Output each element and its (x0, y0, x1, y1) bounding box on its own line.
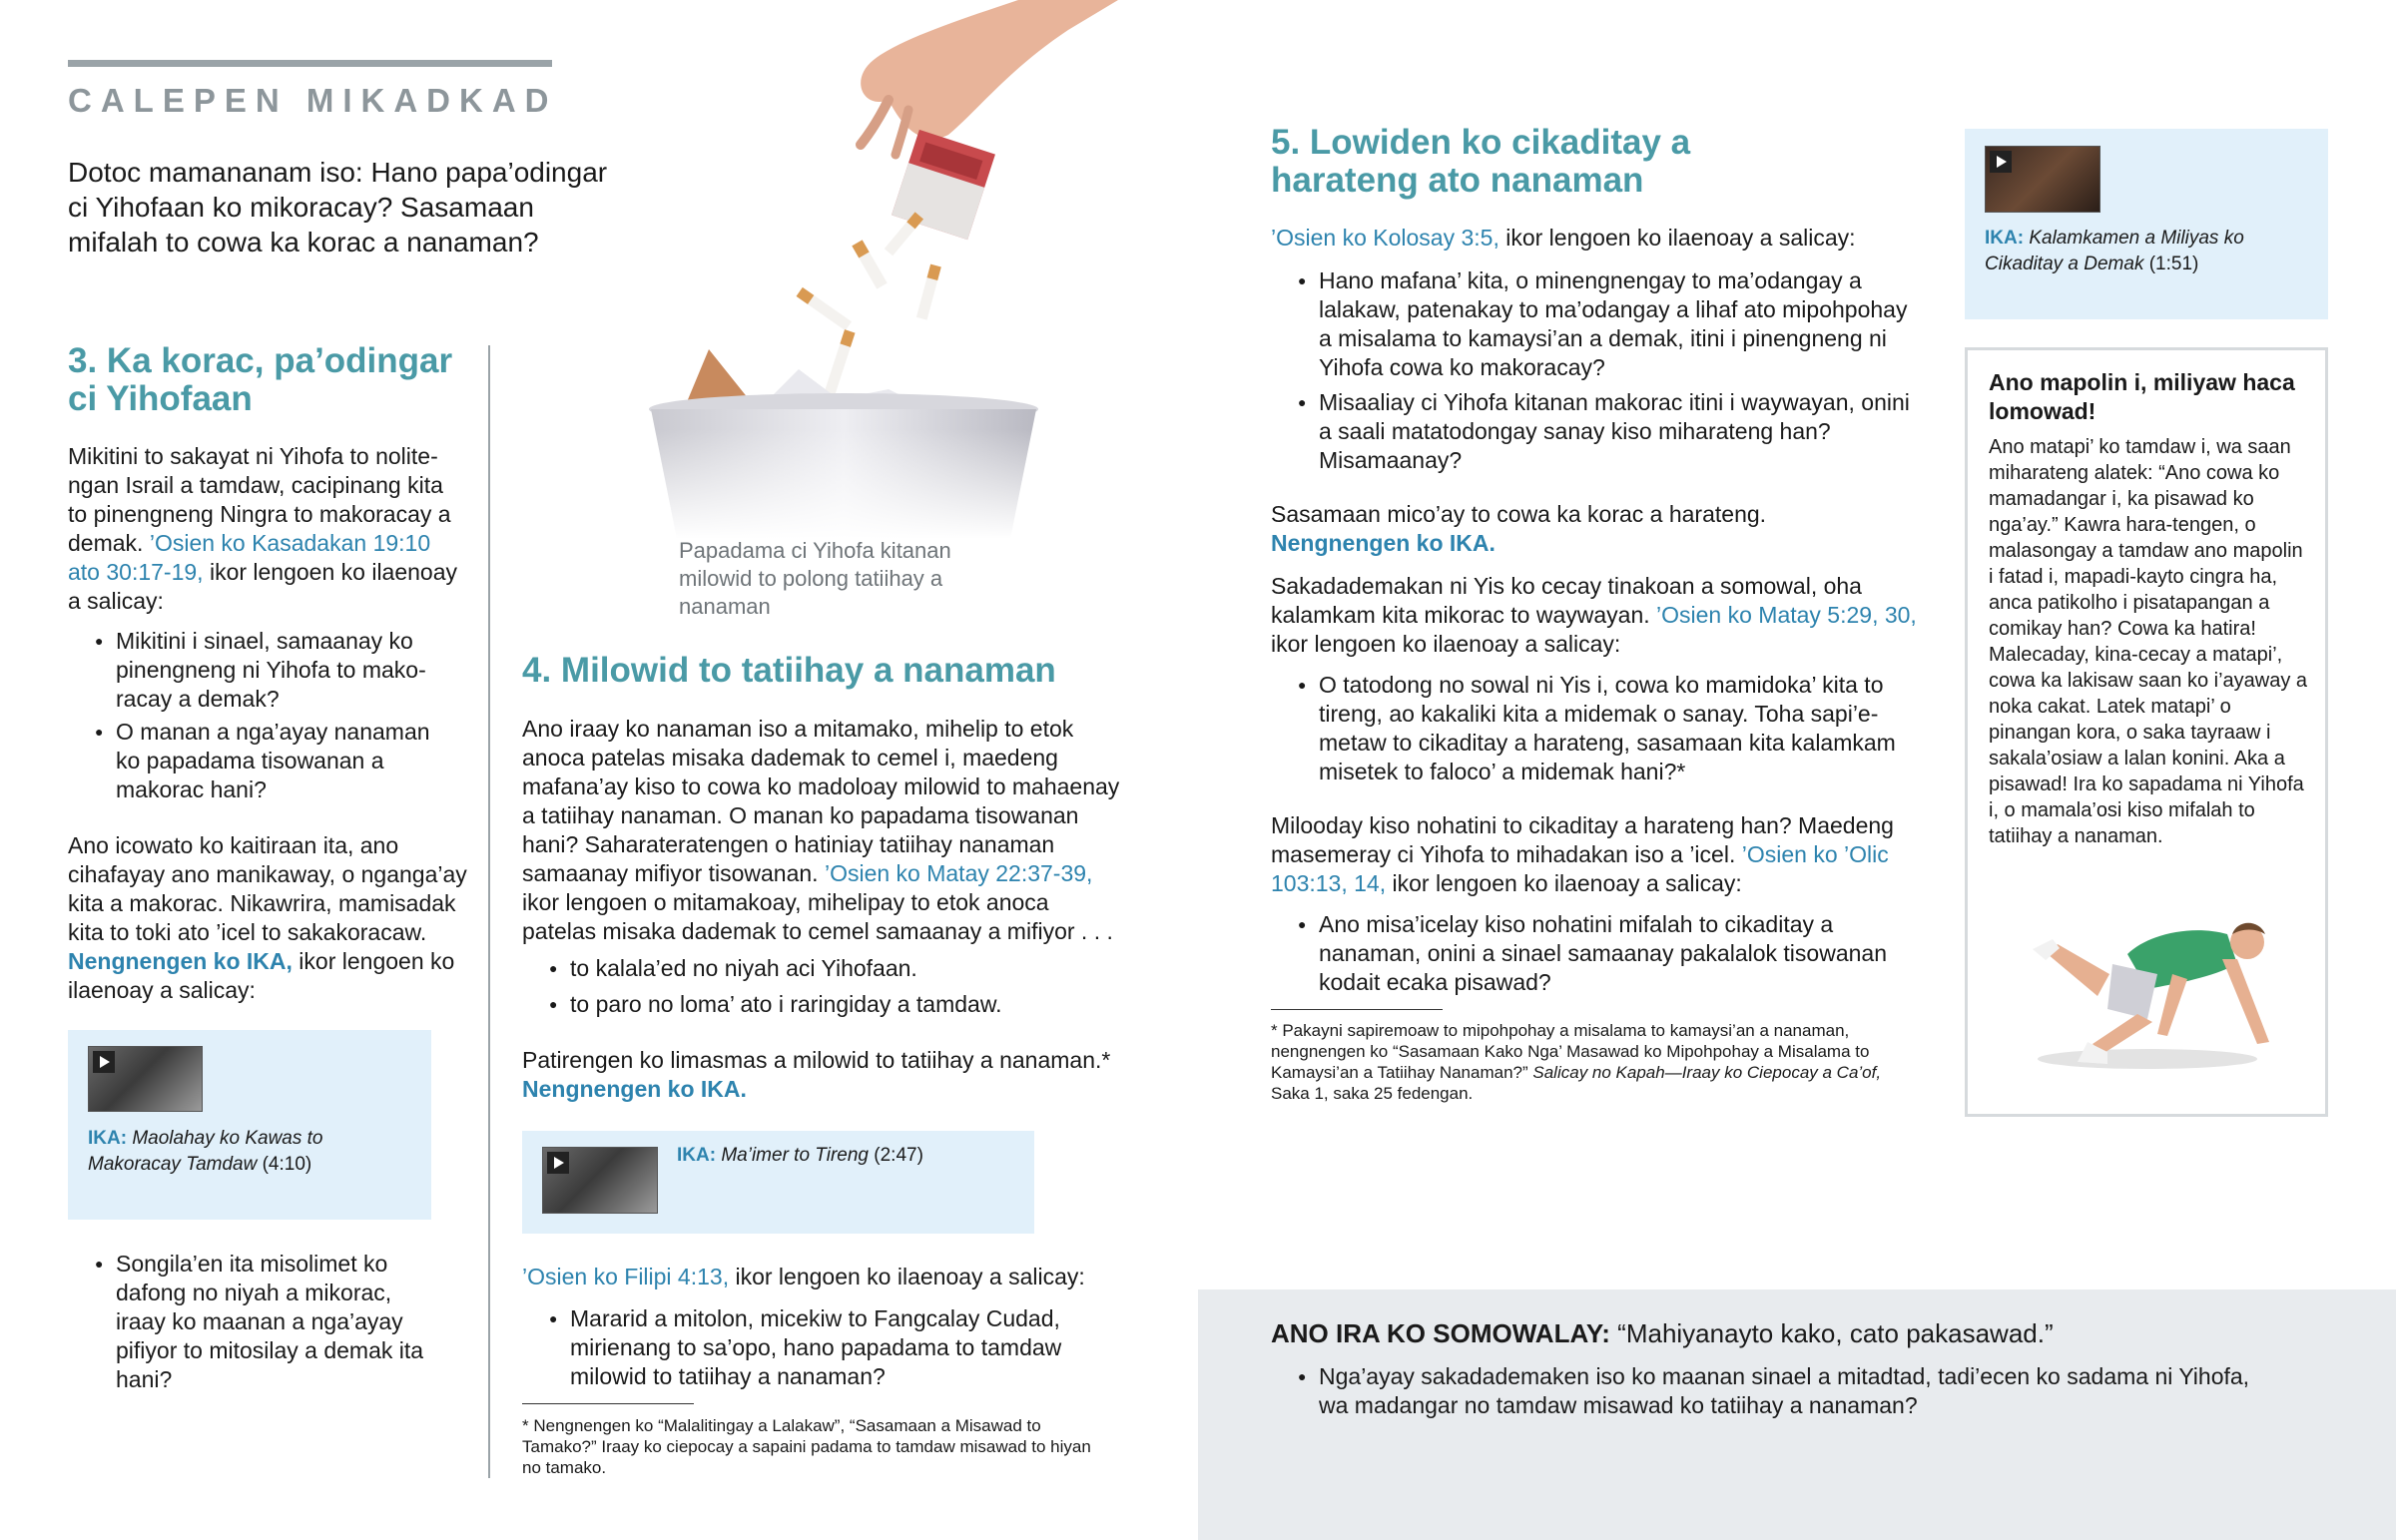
video-thumbnail[interactable] (1985, 146, 2100, 213)
illustration-trash-can (599, 0, 1118, 539)
scripture-link-filipi[interactable]: ’Osien ko Filipi 4:13, (522, 1264, 730, 1289)
review-heading: ANO IRA KO SOMOWALAY: “Mahiyanayto kako, cato pakasawad.” (1271, 1318, 2054, 1348)
video-link-ika[interactable]: Nengnengen ko IKA. (522, 1076, 747, 1102)
review-panel (1198, 1289, 2396, 1540)
list-item: ● Ano misa’icelay kiso nohatini mifalah to cikaditay a nanaman, onini a sinael samaanay pakalalok tisowanan kodait ecaka pisawad? (1271, 910, 1910, 997)
list-item: ● to kalala’ed no niyah aci Yihofaan. (522, 954, 1121, 983)
scripture-link-matay-22[interactable]: ’Osien ko Matay 22:37-39, (824, 860, 1093, 886)
scripture-link-olic[interactable]: ’Osien ko ’Olic 103:13, 14, (1271, 841, 1889, 896)
list-item: ● O manan a nga’ayay nanaman ko papadama tisowanan a makorac hani? (68, 718, 447, 804)
list-item: ● Songila’en ita misolimet ko dafong no niyah a mikorac, iraay ko maanan a nga’ayay pifiyor to mitosilay a demak ita hani? (68, 1250, 447, 1394)
video-caption: IKA: Kalamkamen a Miliyas ko Cikaditay a Demak (1:51) (1985, 228, 2244, 274)
section-5-title: 5. Lowiden ko cikaditay a harateng ato nanaman (1271, 123, 1691, 200)
section-5-paragraph-3: Sakadademakan ni Yis ko cecay tinakoan a somowal, oha kalamkam kita mikorac to waywayan. ’Osien ko Matay 5:29, 30, ikor lengoen ko ilaenoay a salicay: (1271, 573, 1917, 657)
video-caption: IKA: Ma’imer to Tireng (2:47) (677, 1145, 923, 1166)
section-3-bullets-2 (68, 1250, 447, 1394)
footnote-rule (522, 1403, 694, 1404)
section-3-paragraph-1: Mikitini to sakayat ni Yihofa to nolite-ngan Israil a tamdaw, cacipinang kita to pinengneng Ningra to makoracay a demak. ’Osien ko Kasadakan 19:10 ato 30:17-19, ikor lengoen ko ilaenoay a salicay: (68, 443, 458, 614)
footnote-rule (1271, 1009, 1443, 1010)
list-item: ● to paro no loma’ ato i raringiday a tamdaw. (522, 990, 1121, 1019)
scripture-link-matay-5[interactable]: ’Osien ko Matay 5:29, 30, (1656, 602, 1917, 628)
section-4-footnote: * Nengnengen ko “Malalitingay a Lalakaw”, “Sasamaan a Misawad to Tamako?” Iraay ko ciepocay a sapaini padama to tamdaw misawad to hiyan no tamako. (522, 1416, 1091, 1477)
list-item: ● Misaaliay ci Yihofa kitanan makorac itini i waywayan, onini a saali matatodongay sanay kiso miharateng han? Misamaanay? (1271, 388, 1920, 475)
section-4-paragraph-2: Patirengen ko limasmas a milowid to tatiihay a nanaman.* Nengnengen ko IKA. (522, 1047, 1111, 1102)
scripture-link-kolosay[interactable]: ’Osien ko Kolosay 3:5, (1271, 225, 1499, 251)
video-thumbnail[interactable] (88, 1046, 203, 1112)
section-4-title: 4. Milowid to tatiihay a nanaman (522, 651, 1056, 690)
section-3-title: 3. Ka korac, pa’odingar ci Yihofaan (68, 341, 453, 418)
scripture-link-kasadakan[interactable]: ’Osien ko Kasadakan 19:10 ato 30:17-19, (68, 530, 431, 585)
play-icon[interactable] (547, 1152, 569, 1174)
column-divider (488, 345, 490, 1478)
section-5-footnote: * Pakayni sapiremoaw to mipohpohay a misalama to kamaysi’an a nanaman, nengnengen ko “Sasamaan Kako Nga’ Masawad ko Mipohpohay a Misalama to Kamaysi’an a Tatiihay Nanaman?” Salicay no Kapah—Iraay ko Ciepocay a Ca’of, Saka 1, saka 25 fedengan. (1271, 1021, 1882, 1103)
section-4-bullets-2 (522, 1304, 1081, 1391)
video-card-section-3[interactable] (68, 1030, 431, 1220)
play-icon[interactable] (93, 1051, 115, 1073)
video-link-ika[interactable]: Nengnengen ko IKA, (68, 948, 293, 974)
section-5-paragraph-2: Sasamaan mico’ay to cowa ka korac a harateng. Nengnengen ko IKA. (1271, 501, 1767, 556)
header-rule (68, 60, 552, 67)
sidebar-box-text: Ano matapi’ ko tamdaw i, wa saan miharateng alatek: “Ano cowa ko mamadangar i, ka pisawad ko nga’ay.” Kawra hara-tengen, o malasongay a tamdaw ano mapolin i fatad i, mapadi-kayto cingra ha, anca patikolho i pisatapangan a comikay han? Cowa ka hatira! Malecaday, kina-cecay a matapi’, cowa ka lakisaw saan ko i’ayaway a noka cakat. Latek matapi’ o pinangan kora, o saka tayraaw i sakala’osiaw a lalan konini. Aka a pisawad! Ira ko sapadama ni Yihofa i, o mamala’osi kiso mifalah to tatiihay a nanaman. (1989, 436, 2308, 847)
section-4-paragraph-1: Ano iraay ko nanaman iso a mitamako, mihelip to etok anoca patelas misaka dademak to cemel i, maedeng mafana’ay kiso to cowa ko madoloay milowid to mahaenay a tatiihay nanaman. O manan ko papadama tisowanan hani? Saharateratengen o hatiniay tatiihay nanaman samaanay mifiyor tisowanan. ’Osien ko Matay 22:37-39, ikor lengoen o mitamakoay, mihelipay to etok anoca patelas misaka dademak to cemel samaanay a mifiyor . . . (522, 716, 1120, 944)
intro-question: Dotoc mamananam iso: Hano papa’odingar ci Yihofaan ko mikoracay? Sasamaan mifalah to cowa ka korac a nanaman? (68, 157, 608, 257)
review-bullets (1271, 1362, 2269, 1420)
video-thumbnail[interactable] (542, 1147, 658, 1214)
image-caption: Papadama ci Yihofa kitanan milowid to polong tatiihay a nanaman (679, 538, 951, 619)
section-5-bullets-3 (1271, 910, 1910, 997)
section-5-paragraph-4: Milooday kiso nohatini to cikaditay a harateng han? Maedeng masemeray ci Yihofa to mihadakan iso a ’icel. ’Osien ko ’Olic 103:13, 14, ikor lengoen ko ilaenoay a salicay: (1271, 812, 1894, 896)
section-5-bullets-1 (1271, 266, 1920, 475)
video-card-sidebar[interactable] (1965, 129, 2328, 319)
list-item: ● Nga’ayay sakadademaken iso ko maanan sinael a mitadtad, tadi’ecen ko sadama ni Yihofa, wa madangar no tamdaw misawad ko tatiihay a nanaman? (1271, 1362, 2269, 1420)
play-icon[interactable] (1990, 151, 2012, 173)
list-item: ● O tatodong no sowal ni Yis i, cowa ko mamidoka’ kita to tireng, ao kakaliki kita a midemak o sanay. Toha sapi’e-metaw to cikaditay a harateng, sasamaan kita kalamkam misetek to faloco’ a midemak hani?* (1271, 671, 1920, 786)
video-link-ika[interactable]: Nengnengen ko IKA. (1271, 530, 1496, 556)
illustration-runner (1998, 904, 2287, 1084)
list-item: ● Hano mafana’ kita, o minengnengay to ma’odangay a lalakaw, patenakay to ma’odangay a lihaf ato mipohpohay a misalama to kamaysi’an a demak, itini i pinengneng ni Yihofa cowa ko makoracay? (1271, 266, 1920, 382)
list-item: ● Mararid a mitolon, micekiw to Fangcalay Cudad, mirienang to sa’opo, hano papadama to tamdaw milowid to tatiihay a nanaman? (522, 1304, 1081, 1391)
section-4-paragraph-3: ’Osien ko Filipi 4:13, ikor lengoen ko ilaenoay a salicay: (522, 1264, 1085, 1289)
section-4-bullets-1 (522, 954, 1121, 1019)
section-5-paragraph-1: ’Osien ko Kolosay 3:5, ikor lengoen ko ilaenoay a salicay: (1271, 225, 1856, 251)
section-5-bullets-2 (1271, 671, 1920, 786)
list-item: ● Mikitini i sinael, samaanay ko pinengneng ni Yihofa to mako-racay a demak? (68, 627, 447, 714)
video-card-section-4[interactable] (522, 1131, 1034, 1234)
video-caption: IKA: Maolahay ko Kawas to Makoracay Tamdaw (4:10) (88, 1128, 323, 1175)
section-label: CALEPEN MIKADKAD (68, 82, 558, 119)
sidebar-box-title: Ano mapolin i, miliyaw haca lomowad! (1989, 369, 2295, 424)
section-3-paragraph-2: Ano icowato ko kaitiraan ita, ano cihafayay ano manikaway, o nganga’ay kita a makorac. Nikawrira, mamisadak kita to toki ato ’icel to sakakoracaw. Nengnengen ko IKA, ikor lengoen ko ilaenoay a salicay: (68, 832, 467, 1003)
section-3-bullets-1 (68, 627, 447, 804)
sidebar-box (1965, 347, 2328, 1117)
